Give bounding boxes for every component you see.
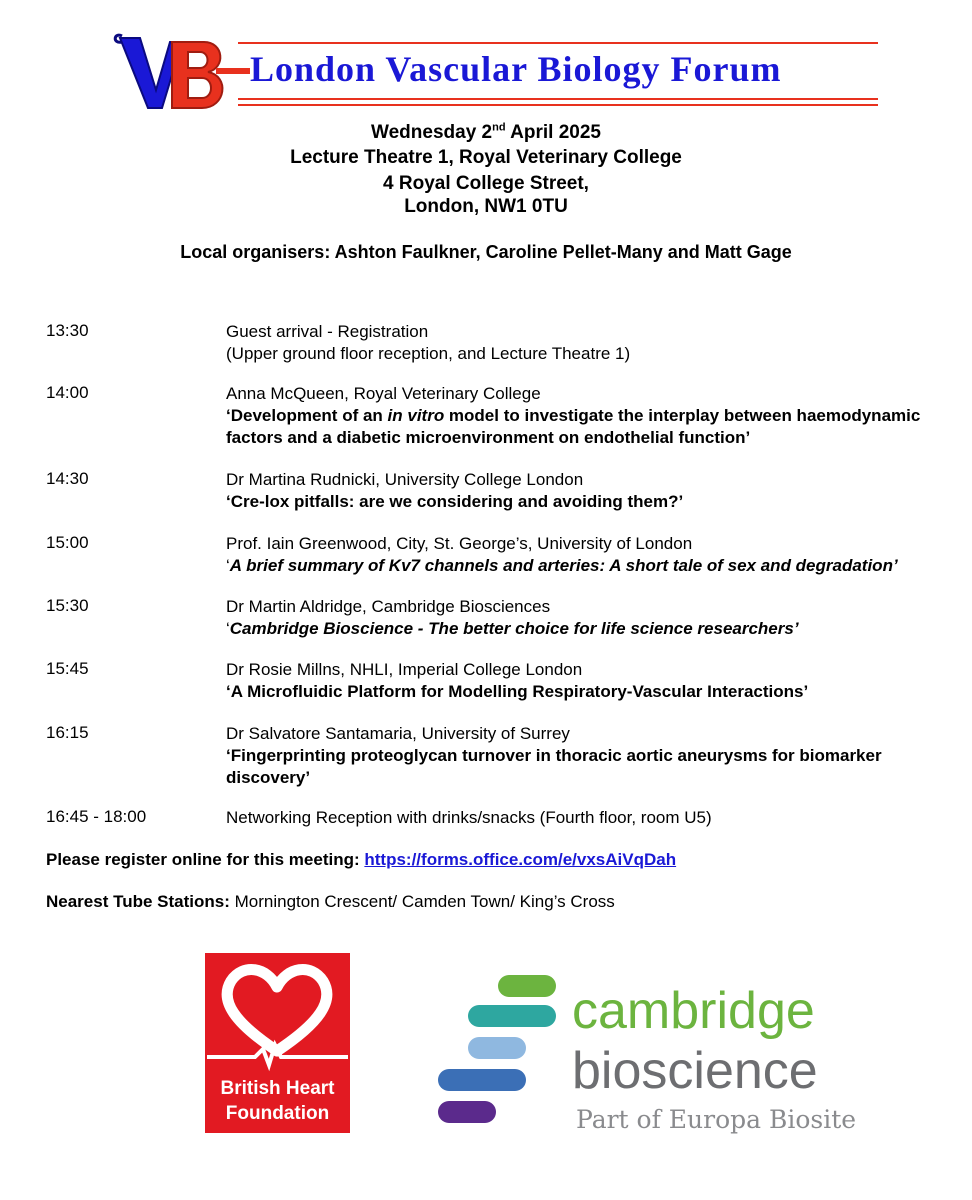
schedule-time: 16:45 - 18:00: [46, 807, 147, 826]
cb-line-2: bioscience: [572, 1042, 818, 1100]
speaker: Dr Salvatore Santamaria, University of Surrey: [226, 724, 570, 743]
talk-title: ‘A Microfluidic Platform for Modelling Respiratory-Vascular Interactions’: [226, 682, 809, 701]
schedule-time: 15:30: [46, 596, 89, 615]
header-bottom-rule-1: [238, 98, 878, 100]
venue-line-1: Lecture Theatre 1, Royal Veterinary College: [290, 147, 682, 168]
schedule-time: 14:30: [46, 469, 89, 488]
forum-title: London Vascular Biology Forum: [250, 49, 782, 89]
lvb-logo: [112, 28, 250, 118]
talk-title: ‘Fingerprinting proteoglycan turnover in thoracic aortic aneurysms for biomarker discovery’: [226, 746, 882, 787]
talk-title: ‘Cre-lox pitfalls: are we considering and avoiding them?’: [226, 492, 684, 511]
speaker: Dr Martin Aldridge, Cambridge Biosciences: [226, 597, 551, 616]
speaker: Anna McQueen, Royal Veterinary College: [226, 384, 541, 403]
venue-line-2: 4 Royal College Street,: [383, 173, 589, 194]
schedule-time: 14:00: [46, 383, 89, 402]
cb-line-1: cambridge: [572, 982, 815, 1040]
register-line: [46, 850, 676, 870]
tube-label: Nearest Tube Stations:: [46, 892, 230, 911]
heart-icon: [205, 953, 350, 1073]
register-label: Please register online for this meeting:: [46, 850, 365, 869]
speaker: Dr Rosie Millns, NHLI, Imperial College London: [226, 660, 583, 679]
speaker: Prof. Iain Greenwood, City, St. George’s, University of London: [226, 534, 693, 553]
header-top-rule: [238, 42, 878, 44]
organisers: Local organisers: Ashton Faulkner, Caroline Pellet-Many and Matt Gage: [180, 242, 792, 262]
schedule-time: 13:30: [46, 321, 89, 340]
speaker: Dr Martina Rudnicki, University College London: [226, 470, 584, 489]
talk-title: ‘Cambridge Bioscience - The better choice for life science researchers’: [226, 619, 799, 638]
tube-line: [46, 892, 615, 912]
schedule-activity: Guest arrival - Registration: [226, 322, 429, 341]
register-link[interactable]: https://forms.office.com/e/vxsAiVqDah: [364, 850, 677, 869]
schedule-time: 15:45: [46, 659, 89, 678]
cb-line-3: Part of Europa Biosite: [576, 1105, 857, 1134]
tube-stations: Mornington Crescent/ Camden Town/ King’s Cross: [229, 892, 615, 911]
cb-stripes-icon: [430, 975, 570, 1135]
schedule-activity-detail: (Upper ground floor reception, and Lecture Theatre 1): [226, 344, 631, 363]
schedule-time: 15:00: [46, 533, 89, 552]
event-date: Wednesday 2nd April 2025: [371, 121, 601, 143]
cambridge-bioscience-logo: [430, 975, 880, 1135]
schedule-activity: Networking Reception with drinks/snacks (Fourth floor, room U5): [226, 808, 712, 827]
talk-title: ‘A brief summary of Kv7 channels and arteries: A short tale of sex and degradation’: [226, 556, 898, 575]
header-bottom-rule-2: [238, 104, 878, 106]
bhf-logo: [205, 953, 350, 1133]
schedule-time: 16:15: [46, 723, 89, 742]
bhf-line-2: Foundation: [225, 1103, 330, 1124]
venue-line-3: London, NW1 0TU: [404, 196, 568, 217]
bhf-line-1: British Heart: [220, 1078, 335, 1099]
talk-title: ‘Development of an in vitro model to investigate the interplay between haemodynamic factors and a diabetic microenvironment on endothelial function’: [226, 406, 921, 447]
